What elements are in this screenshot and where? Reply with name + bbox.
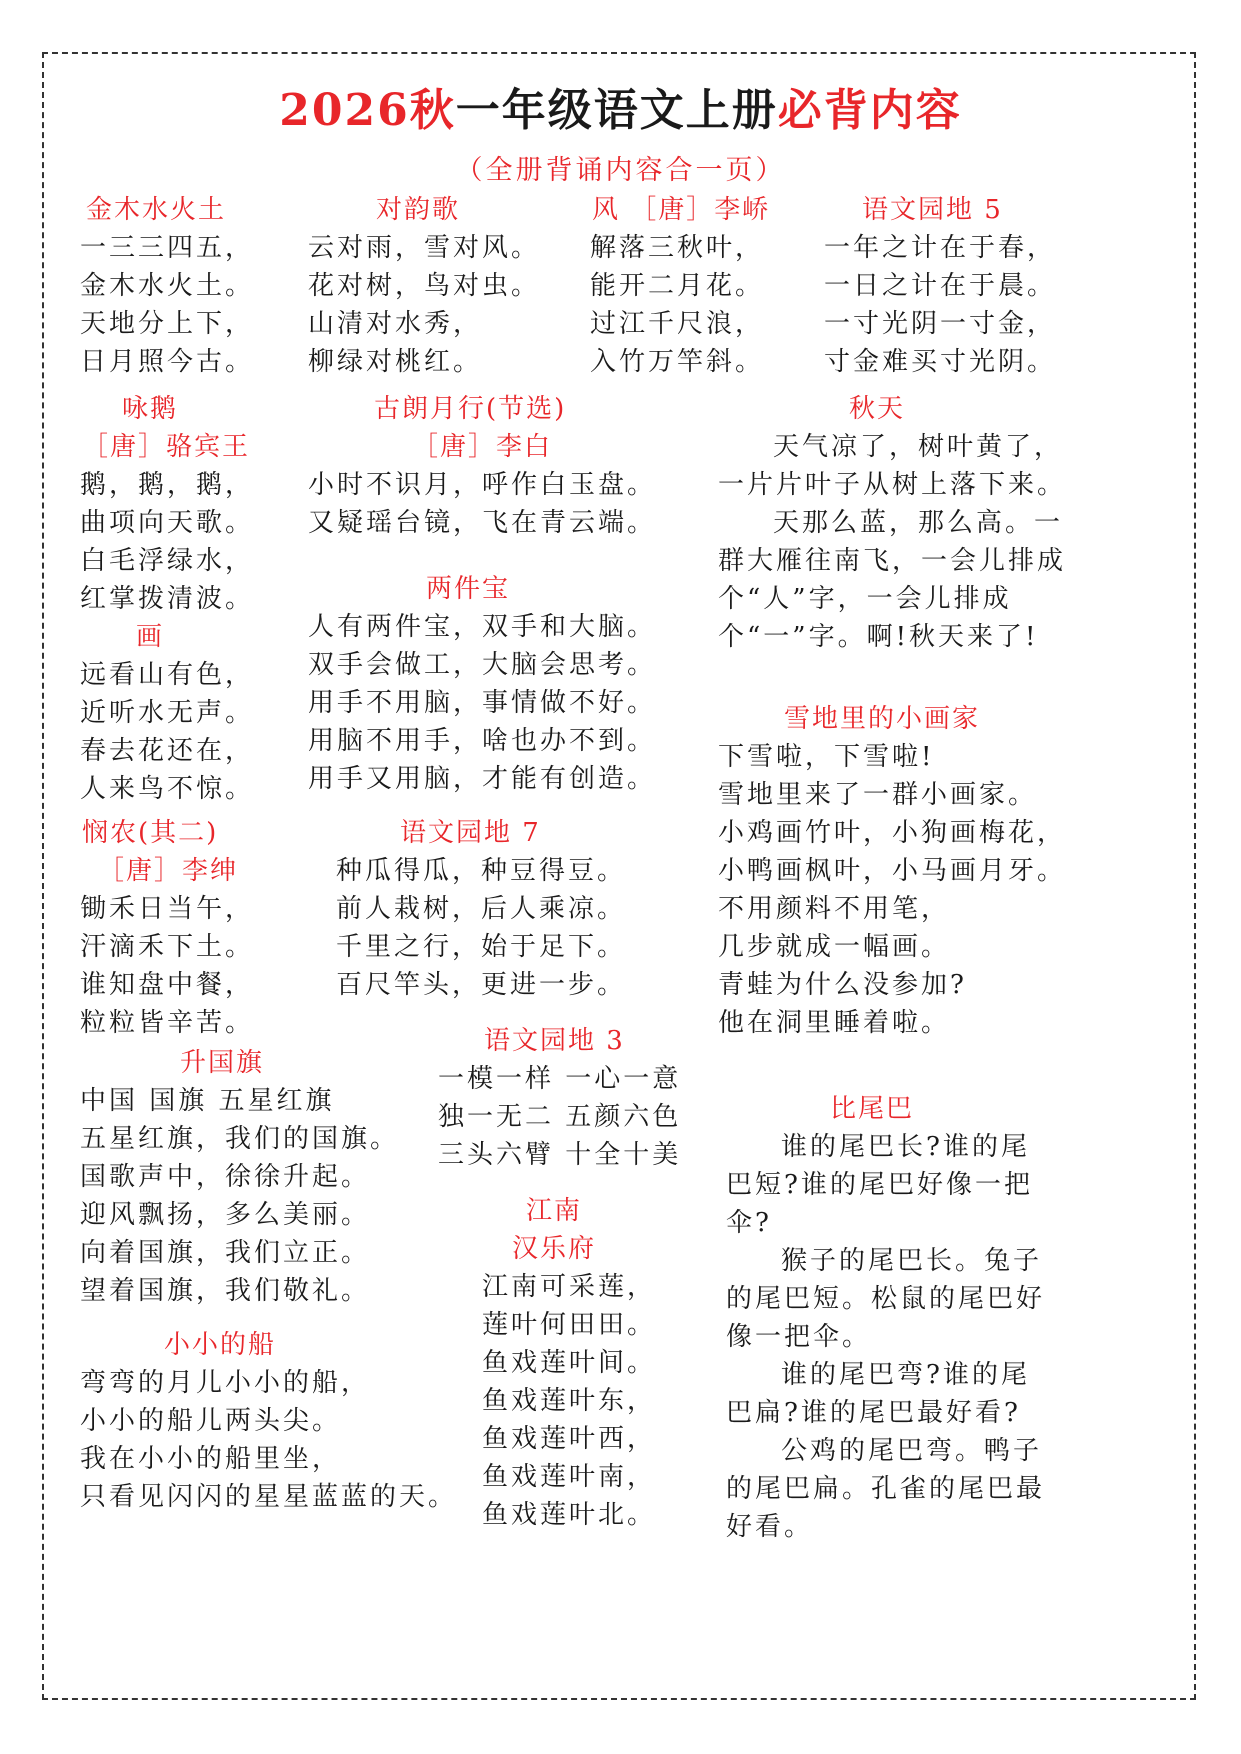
poem-line: 红掌拨清波。 bbox=[80, 584, 255, 614]
poem-gulang bbox=[308, 390, 656, 542]
poem-line: 弯弯的月儿小小的船， bbox=[80, 1368, 371, 1398]
poem-title: 咏鹅 bbox=[122, 394, 179, 424]
poem-title: 比尾巴 bbox=[830, 1094, 915, 1124]
poem-qiutian bbox=[718, 390, 1066, 656]
poem-line: 几步就成一幅画。 bbox=[718, 932, 951, 962]
poem-line: 小小的船儿两头尖。 bbox=[80, 1406, 342, 1436]
poem-line: 谁知盘中餐， bbox=[80, 970, 255, 1000]
poem-line: 群大雁往南飞，一会儿排成 bbox=[718, 546, 1067, 576]
poem-title: 升国旗 bbox=[180, 1048, 265, 1078]
poem-line: 用手又用脑，才能有创造。 bbox=[308, 764, 657, 794]
title-grade: 一年级语文上册 bbox=[455, 85, 778, 136]
poem-line: 一年之计在于春， bbox=[824, 233, 1057, 263]
poem-line: 天气凉了，树叶黄了， bbox=[773, 432, 1064, 462]
poem-yuandi5 bbox=[824, 191, 1056, 381]
page-subtitle: （全册背诵内容合一页） bbox=[455, 155, 786, 186]
poem-author: ［唐］骆宾王 bbox=[82, 432, 251, 462]
poem-line: 双手会做工，大脑会思考。 bbox=[308, 650, 657, 680]
poem-line: 一片片叶子从树上落下来。 bbox=[718, 470, 1067, 500]
poem-line: 好看。 bbox=[726, 1512, 814, 1542]
poem-yuandi7 bbox=[336, 814, 626, 1004]
poem-line: 能开二月花。 bbox=[590, 271, 765, 301]
poem-line: 曲项向天歌。 bbox=[80, 508, 255, 538]
poem-line: 汗滴禾下土。 bbox=[80, 932, 255, 962]
poem-liangjianbao bbox=[308, 570, 656, 798]
poem-title: 雪地里的小画家 bbox=[784, 704, 981, 734]
poem-title: 悯农(其二) bbox=[82, 818, 219, 848]
poem-title: 古朗月行(节选) bbox=[374, 394, 567, 424]
poem-line: 三头六臂 十全十美 bbox=[438, 1140, 682, 1170]
poem-line: 云对雨，雪对风。 bbox=[308, 233, 541, 263]
poem-line: 个“一”字。啊!秋天来了! bbox=[718, 622, 1039, 652]
poem-line: 千里之行，始于足下。 bbox=[336, 932, 627, 962]
poem-line: 入竹万竿斜。 bbox=[590, 347, 765, 377]
poem-title: 语文园地 5 bbox=[862, 195, 1003, 225]
poem-line: 寸金难买寸光阴。 bbox=[824, 347, 1057, 377]
poem-line: 不用颜料不用笔， bbox=[718, 894, 951, 924]
poem-line: 用手不用脑，事情做不好。 bbox=[308, 688, 657, 718]
poem-line: 小时不识月，呼作白玉盘。 bbox=[308, 470, 657, 500]
poem-line: 一日之计在于晨。 bbox=[824, 271, 1057, 301]
poem-line: 下雪啦，下雪啦! bbox=[718, 742, 935, 772]
poem-line: 的尾巴扁。孔雀的尾巴最 bbox=[726, 1474, 1046, 1504]
poem-line: 一三三四五， bbox=[80, 233, 255, 263]
poem-line: 一模一样 一心一意 bbox=[438, 1064, 682, 1094]
poem-line: 日月照今古。 bbox=[80, 347, 255, 377]
poem-line: 百尺竿头，更进一步。 bbox=[336, 970, 627, 1000]
poem-line: 白毛浮绿水， bbox=[80, 546, 255, 576]
poem-line: 独一无二 五颜六色 bbox=[438, 1102, 682, 1132]
poem-line: 的尾巴短。松鼠的尾巴好 bbox=[726, 1284, 1046, 1314]
poem-line: 柳绿对桃红。 bbox=[308, 347, 483, 377]
poem-line: 猴子的尾巴长。兔子 bbox=[781, 1246, 1043, 1276]
poem-line: 迎风飘扬，多么美丽。 bbox=[80, 1200, 371, 1230]
poem-line: 中国 国旗 五星红旗 bbox=[80, 1086, 335, 1116]
poem-line: 解落三秋叶， bbox=[590, 233, 765, 263]
poem-jinmu bbox=[80, 191, 254, 381]
title-season: 秋 bbox=[409, 85, 456, 136]
poem-line: 五星红旗，我们的国旗。 bbox=[80, 1124, 400, 1154]
poem-title: 风 ［唐］李峤 bbox=[592, 195, 771, 225]
poem-line: 国歌声中，徐徐升起。 bbox=[80, 1162, 371, 1192]
poem-line: 个“人”字，一会儿排成 bbox=[718, 584, 1012, 614]
poem-yuandi3 bbox=[438, 1022, 681, 1174]
poem-line: 鹅，鹅，鹅， bbox=[80, 470, 255, 500]
poem-line: 小鸭画枫叶，小马画月牙。 bbox=[718, 856, 1067, 886]
poem-title: 金木水火土 bbox=[86, 195, 227, 225]
poem-shengguoqi bbox=[80, 1044, 399, 1310]
poem-line: 他在洞里睡着啦。 bbox=[718, 1008, 951, 1038]
poem-jiangnan bbox=[482, 1192, 656, 1534]
poem-line: 用脑不用手，啥也办不到。 bbox=[308, 726, 657, 756]
poem-title: 两件宝 bbox=[426, 574, 511, 604]
poem-author: 汉乐府 bbox=[512, 1234, 597, 1264]
poem-title: 语文园地 3 bbox=[484, 1026, 625, 1056]
poem-line: 一寸光阴一寸金， bbox=[824, 309, 1057, 339]
poem-title: 秋天 bbox=[849, 394, 906, 424]
poem-line: 青蛙为什么没参加? bbox=[718, 970, 967, 1000]
poem-line: 前人栽树，后人乘凉。 bbox=[336, 894, 627, 924]
poem-line: 像一把伞。 bbox=[726, 1322, 872, 1352]
poem-line: 人来鸟不惊。 bbox=[80, 774, 255, 804]
poem-line: 天地分上下， bbox=[80, 309, 255, 339]
poem-line: 望着国旗，我们敬礼。 bbox=[80, 1276, 371, 1306]
poem-title: 江南 bbox=[526, 1196, 583, 1226]
poem-minnong bbox=[80, 814, 254, 1042]
poem-xiaoxiao bbox=[80, 1326, 457, 1516]
poem-line: 雪地里来了一群小画家。 bbox=[718, 780, 1038, 810]
poem-line: 春去花还在， bbox=[80, 736, 255, 766]
poem-line: 金木水火土。 bbox=[80, 271, 255, 301]
title-year: 2026 bbox=[279, 85, 410, 136]
poem-line: 向着国旗，我们立正。 bbox=[80, 1238, 371, 1268]
poem-line: 鱼戏莲叶西， bbox=[482, 1424, 657, 1454]
poem-line: 鱼戏莲叶间。 bbox=[482, 1348, 657, 1378]
poem-author: ［唐］李白 bbox=[412, 432, 553, 462]
poem-line: 巴扁?谁的尾巴最好看? bbox=[726, 1398, 1021, 1428]
poem-line: 山清对水秀， bbox=[308, 309, 483, 339]
poem-line: 种瓜得瓜，种豆得豆。 bbox=[336, 856, 627, 886]
poem-line: 近听水无声。 bbox=[80, 698, 255, 728]
poem-line: 公鸡的尾巴弯。鸭子 bbox=[781, 1436, 1043, 1466]
poem-xuedi bbox=[718, 700, 1066, 1042]
poem-line: 莲叶何田田。 bbox=[482, 1310, 657, 1340]
poem-title: 小小的船 bbox=[164, 1330, 277, 1360]
poem-line: 小鸡画竹叶，小狗画梅花， bbox=[718, 818, 1067, 848]
page-title bbox=[0, 74, 1241, 138]
poem-title: 对韵歌 bbox=[376, 195, 461, 225]
poem-line: 巴短?谁的尾巴好像一把 bbox=[726, 1170, 1033, 1200]
poem-line: 伞? bbox=[726, 1208, 772, 1238]
poem-line: 谁的尾巴弯?谁的尾 bbox=[781, 1360, 1030, 1390]
poem-duiyun bbox=[308, 191, 540, 381]
poem-line: 鱼戏莲叶南， bbox=[482, 1462, 657, 1492]
poem-title: 语文园地 7 bbox=[400, 818, 541, 848]
poem-line: 粒粒皆辛苦。 bbox=[80, 1008, 255, 1038]
poem-biweiba bbox=[726, 1090, 1045, 1546]
poem-line: 鱼戏莲叶北。 bbox=[482, 1500, 657, 1530]
poem-author: ［唐］李绅 bbox=[98, 856, 239, 886]
poem-title: 画 bbox=[136, 622, 165, 652]
poem-line: 过江千尺浪， bbox=[590, 309, 765, 339]
poem-line: 又疑瑶台镜，飞在青云端。 bbox=[308, 508, 657, 538]
poem-line: 锄禾日当午， bbox=[80, 894, 255, 924]
poem-yonge bbox=[80, 390, 254, 618]
poem-line: 鱼戏莲叶东， bbox=[482, 1386, 657, 1416]
poem-line: 谁的尾巴长?谁的尾 bbox=[781, 1132, 1030, 1162]
poem-line: 花对树，鸟对虫。 bbox=[308, 271, 541, 301]
poem-line: 只看见闪闪的星星蓝蓝的天。 bbox=[80, 1482, 458, 1512]
poem-line: 远看山有色， bbox=[80, 660, 255, 690]
poem-hua bbox=[80, 618, 254, 808]
title-emphasis: 必背内容 bbox=[777, 85, 962, 136]
poem-feng bbox=[590, 191, 770, 381]
poem-line: 江南可采莲， bbox=[482, 1272, 657, 1302]
poem-line: 我在小小的船里坐， bbox=[80, 1444, 342, 1474]
poem-line: 人有两件宝，双手和大脑。 bbox=[308, 612, 657, 642]
poem-line: 天那么蓝，那么高。一 bbox=[773, 508, 1064, 538]
